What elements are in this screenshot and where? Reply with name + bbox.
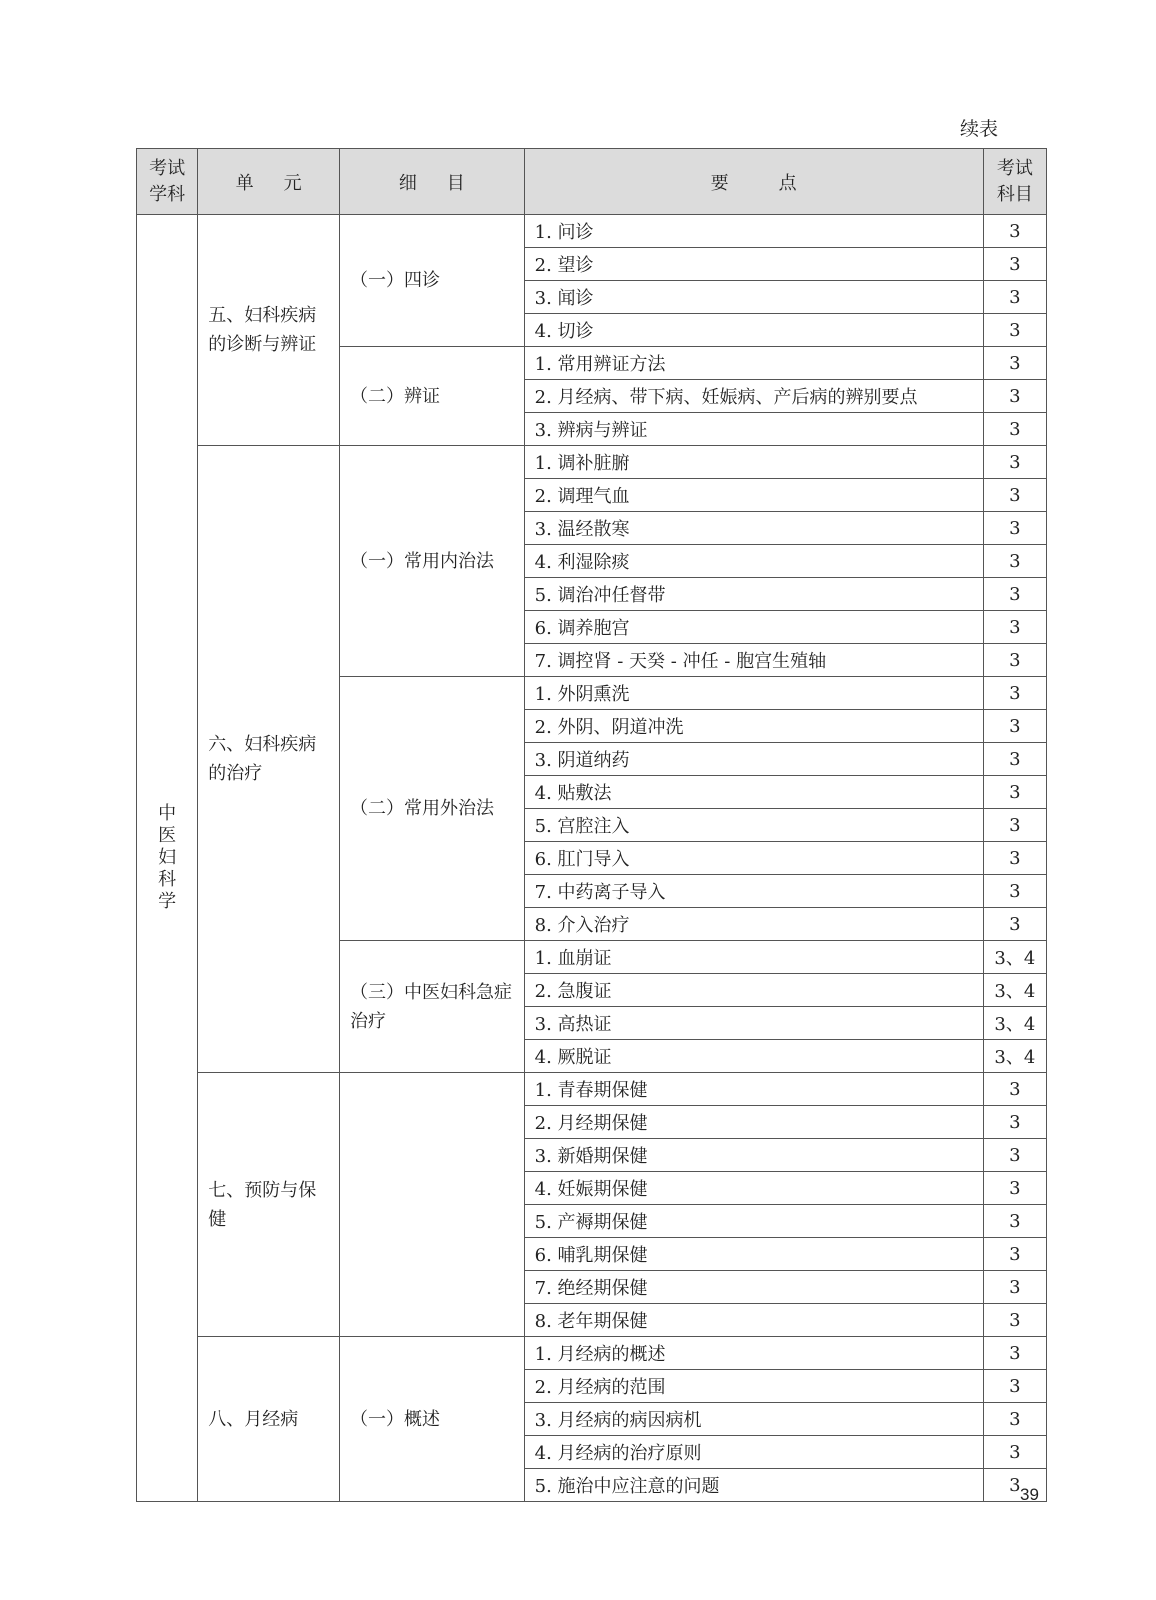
grade-cell: 3: [983, 644, 1046, 677]
grade-cell: 3: [983, 776, 1046, 809]
unit-cell: 七、预防与保健: [198, 1073, 340, 1337]
grade-cell: 3、4: [983, 974, 1046, 1007]
point-cell: 4. 妊娠期保健: [524, 1172, 983, 1205]
table-row: [137, 1073, 1047, 1106]
point-cell: 7. 中药离子导入: [524, 875, 983, 908]
point-cell: 3. 辨病与辨证: [524, 413, 983, 446]
grade-cell: 3: [983, 380, 1046, 413]
header-subject-line1: 考试: [149, 157, 186, 179]
point-cell: 1. 问诊: [524, 215, 983, 248]
detail-cell: （一）常用内治法: [340, 446, 525, 677]
grade-cell: 3: [983, 413, 1046, 446]
detail-cell: [340, 1073, 525, 1337]
unit-cell: 六、妇科疾病的治疗: [198, 446, 340, 1073]
grade-cell: 3、4: [983, 1007, 1046, 1040]
continued-label: 续表: [960, 118, 999, 140]
point-cell: 4. 月经病的治疗原则: [524, 1436, 983, 1469]
point-cell: 8. 介入治疗: [524, 908, 983, 941]
grade-cell: 3: [983, 314, 1046, 347]
point-cell: 3. 新婚期保健: [524, 1139, 983, 1172]
point-cell: 4. 切诊: [524, 314, 983, 347]
grade-cell: 3: [983, 1436, 1046, 1469]
header-unit: 单元: [198, 149, 340, 215]
grade-cell: 3: [983, 743, 1046, 776]
point-cell: 7. 绝经期保健: [524, 1271, 983, 1304]
grade-cell: 3: [983, 215, 1046, 248]
grade-cell: 3: [983, 908, 1046, 941]
point-cell: 1. 青春期保健: [524, 1073, 983, 1106]
point-cell: 1. 调补脏腑: [524, 446, 983, 479]
grade-cell: 3: [983, 677, 1046, 710]
point-cell: 2. 月经病的范围: [524, 1370, 983, 1403]
grade-cell: 3: [983, 1073, 1046, 1106]
point-cell: 3. 闻诊: [524, 281, 983, 314]
point-cell: 4. 贴敷法: [524, 776, 983, 809]
header-grade-line1: 考试: [996, 157, 1033, 179]
point-cell: 1. 血崩证: [524, 941, 983, 974]
grade-cell: 3: [983, 446, 1046, 479]
point-cell: 3. 高热证: [524, 1007, 983, 1040]
grade-cell: 3: [983, 545, 1046, 578]
point-cell: 2. 月经病、带下病、妊娠病、产后病的辨别要点: [524, 380, 983, 413]
grade-cell: 3: [983, 875, 1046, 908]
syllabus-body: [137, 215, 1047, 1502]
point-cell: 2. 月经期保健: [524, 1106, 983, 1139]
grade-cell: 3: [983, 611, 1046, 644]
detail-cell: （一）概述: [340, 1337, 525, 1502]
point-cell: 8. 老年期保健: [524, 1304, 983, 1337]
detail-cell: （一）四诊: [340, 215, 525, 347]
grade-cell: 3: [983, 347, 1046, 380]
point-cell: 2. 调理气血: [524, 479, 983, 512]
grade-cell: 3: [983, 710, 1046, 743]
grade-cell: 3: [983, 1205, 1046, 1238]
detail-cell: （三）中医妇科急症治疗: [340, 941, 525, 1073]
grade-cell: 3: [983, 1238, 1046, 1271]
detail-cell: （二）辨证: [340, 347, 525, 446]
table-row: [137, 1337, 1047, 1370]
point-cell: 2. 望诊: [524, 248, 983, 281]
point-cell: 4. 厥脱证: [524, 1040, 983, 1073]
point-cell: 6. 调养胞宫: [524, 611, 983, 644]
point-cell: 4. 利湿除痰: [524, 545, 983, 578]
grade-cell: 3: [983, 809, 1046, 842]
header-detail: 细目: [340, 149, 525, 215]
grade-cell: 3: [983, 578, 1046, 611]
grade-cell: 3: [983, 281, 1046, 314]
syllabus-table: [136, 148, 1047, 1502]
subject-cell: [137, 215, 198, 1502]
point-cell: 3. 阴道纳药: [524, 743, 983, 776]
detail-cell: （二）常用外治法: [340, 677, 525, 941]
grade-cell: 3、4: [983, 941, 1046, 974]
point-cell: 5. 调治冲任督带: [524, 578, 983, 611]
grade-cell: 3: [983, 512, 1046, 545]
grade-cell: 3、4: [983, 1040, 1046, 1073]
subject-label: 中医妇科学: [158, 803, 177, 912]
page-number: 39: [1020, 1485, 1039, 1504]
grade-cell: 3: [983, 1403, 1046, 1436]
header-points: 要点: [524, 149, 983, 215]
table-row: [137, 446, 1047, 479]
point-cell: 5. 产褥期保健: [524, 1205, 983, 1238]
grade-cell: 3: [983, 248, 1046, 281]
point-cell: 3. 月经病的病因病机: [524, 1403, 983, 1436]
header-subject-line2: 学科: [149, 183, 186, 205]
grade-cell: 3: [983, 1337, 1046, 1370]
header-grade: [983, 149, 1046, 215]
grade-cell: 3: [983, 1172, 1046, 1205]
grade-cell: 3: [983, 1370, 1046, 1403]
point-cell: 6. 肛门导入: [524, 842, 983, 875]
header-subject: [137, 149, 198, 215]
grade-cell: 3: [983, 1469, 1046, 1502]
point-cell: 1. 外阴熏洗: [524, 677, 983, 710]
table-header-row: [137, 149, 1047, 215]
point-cell: 3. 温经散寒: [524, 512, 983, 545]
grade-cell: 3: [983, 479, 1046, 512]
table-row: [137, 215, 1047, 248]
point-cell: 1. 月经病的概述: [524, 1337, 983, 1370]
point-cell: 1. 常用辨证方法: [524, 347, 983, 380]
point-cell: 5. 宫腔注入: [524, 809, 983, 842]
point-cell: 7. 调控肾 - 天癸 - 冲任 - 胞宫生殖轴: [524, 644, 983, 677]
unit-cell: 五、妇科疾病的诊断与辨证: [198, 215, 340, 446]
point-cell: 2. 急腹证: [524, 974, 983, 1007]
grade-cell: 3: [983, 842, 1046, 875]
grade-cell: 3: [983, 1106, 1046, 1139]
point-cell: 2. 外阴、阴道冲洗: [524, 710, 983, 743]
grade-cell: 3: [983, 1304, 1046, 1337]
point-cell: 6. 哺乳期保健: [524, 1238, 983, 1271]
grade-cell: 3: [983, 1271, 1046, 1304]
header-grade-line2: 科目: [996, 183, 1033, 205]
point-cell: 5. 施治中应注意的问题: [524, 1469, 983, 1502]
grade-cell: 3: [983, 1139, 1046, 1172]
unit-cell: 八、月经病: [198, 1337, 340, 1502]
